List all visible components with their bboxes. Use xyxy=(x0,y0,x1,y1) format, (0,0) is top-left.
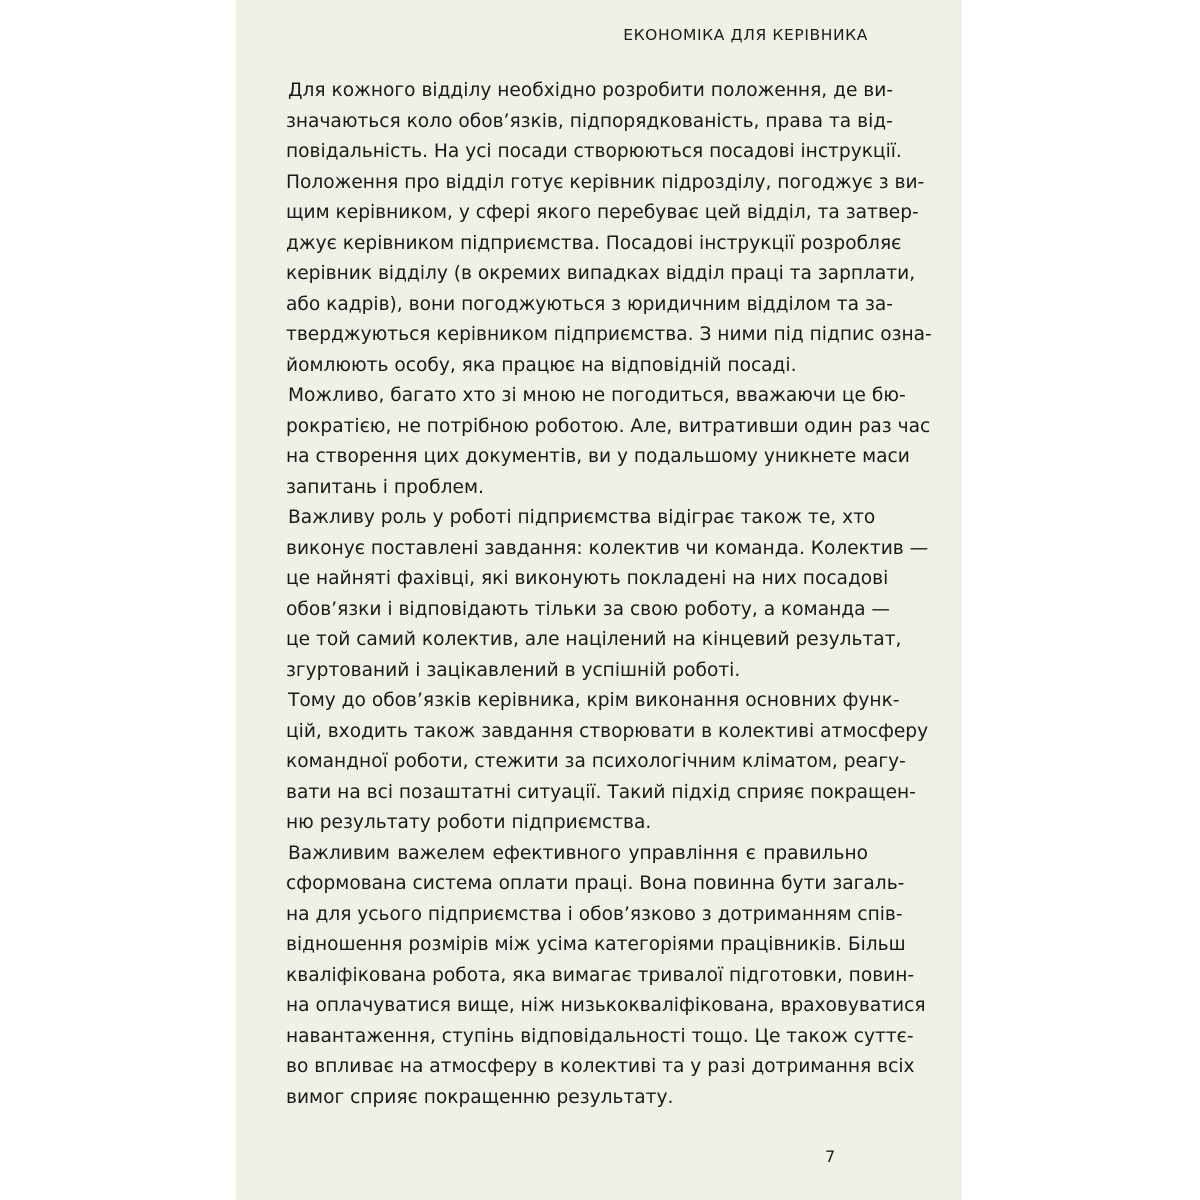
text-line: щим керівником, у сфері якого перебуває цей відділ, та затвер- xyxy=(286,202,919,223)
text-line: повідальність. На усі посади створюються посадові інструкції. xyxy=(286,141,902,162)
text-line: обов’язки і відповідають тільки за свою роботу, а команда — xyxy=(286,598,890,620)
text-line: ню результату роботи підприємства. xyxy=(286,812,652,833)
text-line: джує керівником підприємства. Посадові інструкції розробляє xyxy=(286,232,902,254)
paragraph xyxy=(286,503,929,686)
text-line: на створення цих документів, ви у подальшому уникнете маси xyxy=(286,446,910,467)
text-line: керівник відділу (в окремих випадках відділ праці та зарплати, xyxy=(286,263,916,284)
text-line: командної роботи, стежити за психологічним кліматом, реагу- xyxy=(286,751,906,772)
text-line: тверджуються керівником підприємства. З ними під підпис озна- xyxy=(286,324,932,345)
text-line: цій, входить також завдання створювати в колективі атмосферу xyxy=(286,720,929,742)
running-header: ЕКОНОМІКА ДЛЯ КЕРІВНИКА xyxy=(623,26,868,44)
paragraph xyxy=(286,381,931,503)
text-line: відношення розмірів між усіма категоріями працівників. Більш xyxy=(286,934,906,955)
body-text xyxy=(286,76,932,1113)
text-line: йомлюють особу, яка працює на відповідній посаді. xyxy=(286,354,797,376)
text-line: виконує поставлені завдання: колектив чи команда. Колектив — xyxy=(286,537,929,559)
text-line: згуртований і зацікавлений в успішній роботі. xyxy=(286,659,741,681)
paragraph xyxy=(286,686,929,839)
text-line: це найняті фахівці, які виконують покладені на них посадові xyxy=(286,568,889,589)
text-line: на для усього підприємства і обов’язково з дотриманням спів- xyxy=(286,903,903,925)
book-page xyxy=(236,0,962,1200)
text-line: вати на всі позаштатні ситуації. Такий підхід сприяє покращен- xyxy=(286,781,916,803)
text-line: на оплачуватися вище, ніж низькокваліфікована, враховуватися xyxy=(286,995,926,1016)
text-line: Можливо, багато хто зі мною не погодиться, вважаючи це бю- xyxy=(288,385,906,406)
text-line: кваліфікована робота, яка вимагає тривалої підготовки, повин- xyxy=(286,964,915,986)
text-line: це той самий колектив, але націлений на кінцевий результат, xyxy=(286,629,902,650)
text-line: навантаження, ступінь відповідальності тощо. Це також суттє- xyxy=(286,1025,914,1047)
paragraph xyxy=(286,76,932,381)
text-line: Тому до обов’язків керівника, крім виконання основних функ- xyxy=(288,690,900,711)
text-line: або кадрів), вони погоджуються з юридичним відділом та за- xyxy=(286,293,893,315)
text-line: вимог сприяє покращенню результату. xyxy=(286,1086,674,1108)
text-line: Положення про відділ готує керівник підрозділу, погоджує з ви- xyxy=(286,171,925,193)
text-line: сформована система оплати праці. Вона повинна бути загаль- xyxy=(286,873,905,894)
text-line: Для кожного відділу необхідно розробити положення, де ви- xyxy=(288,80,894,101)
page-number: 7 xyxy=(825,1147,836,1166)
text-line: значаються коло обов’язків, підпорядкованість, права та від- xyxy=(286,110,893,132)
text-line: запитань і проблем. xyxy=(286,476,484,498)
paragraph xyxy=(286,839,926,1114)
text-line: Важливу роль у роботі підприємства відіграє також те, хто xyxy=(288,507,876,528)
text-line: Важливим важелем ефективного управління є правильно xyxy=(288,842,868,864)
text-line: во впливає на атмосферу в колективі та у разі дотримання всіх xyxy=(286,1056,915,1077)
text-line: рократією, не потрібною роботою. Але, витративши один раз час xyxy=(286,415,931,437)
